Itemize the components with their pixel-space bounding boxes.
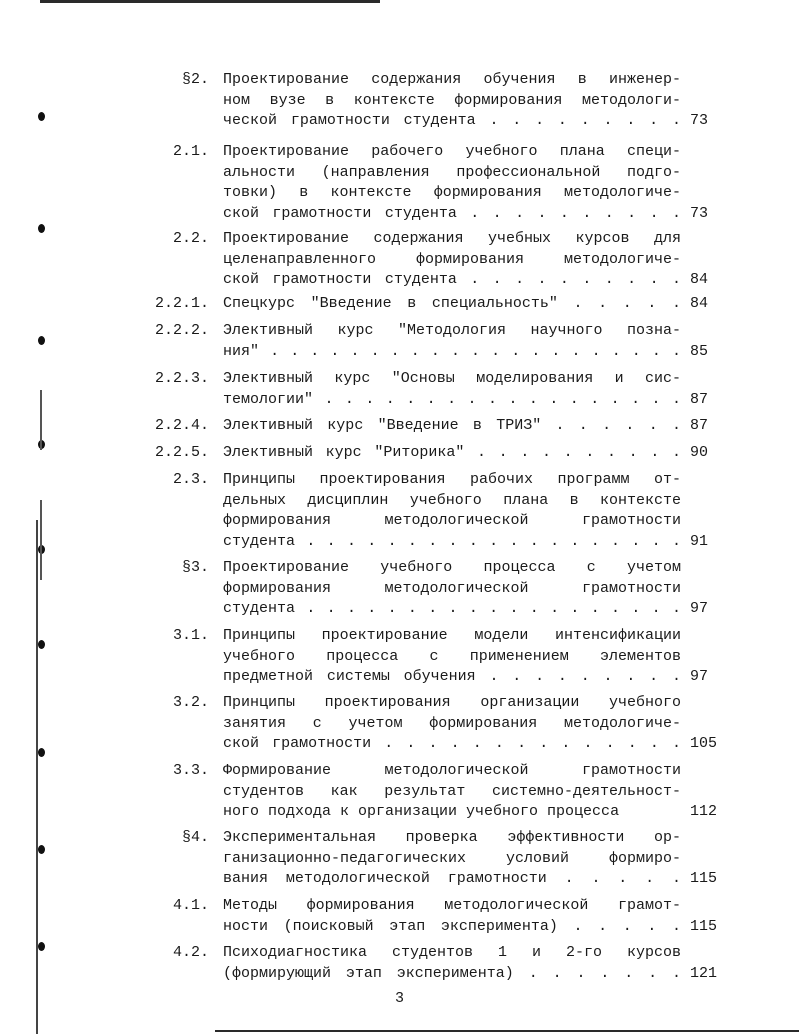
toc-entry-line: предметной системы обучения . . . . . . . . . (223, 668, 681, 685)
scan-artifact-top (40, 0, 380, 3)
toc-entry-title (223, 470, 681, 552)
toc-entry-title (223, 142, 681, 224)
toc-entry-number: 3.3. (172, 762, 209, 779)
toc-entry-page: 105 (690, 735, 718, 752)
toc-entry-number: 4.1. (172, 897, 209, 914)
toc-entry-line: Принципы проектирование модели интенсификации (223, 627, 681, 644)
toc-entry-page: 121 (690, 964, 718, 982)
toc-entry-line: Проектирование содержания обучения в инженер- (223, 71, 681, 88)
toc-entry-line: Экспериментальная проверка эффективности ор- (223, 829, 681, 846)
toc-entry-line: Принципы проектирования организации учебного (223, 694, 681, 711)
scan-smudge (40, 390, 42, 450)
toc-entry-page: 115 (690, 917, 718, 935)
toc-entry-line: Психодиагностика студентов 1 и 2-го курсов (223, 944, 681, 961)
toc-entry-line: студента . . . . . . . . . . . . . . . . . . . (223, 532, 681, 550)
toc-entry-title (223, 693, 681, 755)
toc-entry-line: формирования методологической грамотности (223, 512, 681, 529)
toc-entry-line: Спецкурс "Введение в специальность" . . . . . (223, 295, 681, 312)
toc-entry-line: ния" . . . . . . . . . . . . . . . . . . . . . (223, 342, 681, 360)
toc-entry-title (223, 558, 681, 620)
toc-entry-page: 84 (690, 271, 709, 288)
toc-entry-line: дельных дисциплин учебного плана в контексте (223, 491, 681, 509)
toc-entry-page: 84 (690, 295, 709, 312)
toc-entry-line: ческой грамотности студента . . . . . . . . . (223, 112, 681, 129)
toc-entry-line: ской грамотности студента . . . . . . . . . . (223, 204, 681, 222)
toc-entry-line: учебного процесса с применением элементов (223, 647, 681, 665)
page-number: 3 (394, 990, 404, 1007)
toc-entry-line: Методы формирования методологической грамот- (223, 897, 681, 914)
toc-entry-line: Принципы проектирования рабочих программ от- (223, 471, 681, 488)
toc-entry-number: 2.2.3. (154, 370, 209, 387)
toc-entry-page: 115 (690, 870, 718, 887)
binding-hole-mark (38, 640, 45, 649)
toc-entry-page: 97 (690, 600, 709, 617)
toc-entry-line: ской грамотности студента . . . . . . . . . . (223, 271, 681, 288)
toc-entry-line: ской грамотности . . . . . . . . . . . . . . (223, 735, 681, 752)
binding-hole-mark (38, 336, 45, 345)
toc-entry-line: (формирующий этап эксперимента) . . . . . . . (223, 964, 681, 982)
toc-entry-line: ного подхода к организации учебного процесса (223, 803, 620, 820)
toc-entry-title (223, 416, 681, 437)
toc-entry-number: 2.2.2. (154, 322, 209, 339)
toc-entry-page: 87 (690, 417, 709, 434)
binding-hole-mark (38, 748, 45, 757)
toc-entry-number: 2.2. (172, 230, 209, 247)
toc-entry-line: Проектирование учебного процесса с учетом (223, 559, 681, 576)
toc-entry-number: 3.1. (172, 627, 209, 644)
toc-entry-line: целенаправленного формирования методологиче- (223, 250, 681, 268)
toc-entry-line: Проектирование рабочего учебного плана специ- (223, 143, 681, 160)
toc-entry-page: 97 (690, 668, 709, 685)
toc-entry-line: ном вузе в контексте формирования методологи- (223, 91, 681, 109)
toc-entry-title (223, 896, 681, 937)
toc-entry-number: 2.2.5. (154, 444, 209, 461)
toc-entry-title (223, 761, 681, 823)
toc-entry-title (223, 626, 681, 688)
toc-entry-title (223, 369, 681, 410)
toc-entry-title (223, 443, 681, 464)
toc-entry-line: темологии" . . . . . . . . . . . . . . . . . . (223, 390, 681, 408)
toc-entry-page: 85 (690, 342, 709, 360)
toc-entry-page: 112 (690, 803, 718, 820)
toc-entry-line: Проектирование содержания учебных курсов для (223, 230, 681, 247)
binding-hole-mark (38, 942, 45, 951)
toc-entry-number: §4. (181, 829, 209, 846)
toc-entry-page: 87 (690, 390, 709, 408)
toc-entry-line: Элективный курс "Риторика" . . . . . . . . . . (223, 444, 681, 461)
toc-entry-line: Формирование методологической грамотности (223, 762, 681, 779)
binding-hole-mark (38, 845, 45, 854)
toc-entry-number: 3.2. (172, 694, 209, 711)
scan-smudge (40, 500, 42, 580)
toc-entry-line: студента . . . . . . . . . . . . . . . . . . . (223, 600, 681, 617)
toc-entry-line: занятия с учетом формирования методологиче- (223, 714, 681, 732)
toc-entry-line: ности (поисковый этап эксперимента) . . . . . (223, 917, 681, 935)
toc-entry-line: товки) в контексте формирования методологиче- (223, 184, 681, 201)
toc-entry-title (223, 321, 681, 362)
binding-hole-mark (38, 224, 45, 233)
toc-entry-number: 2.1. (172, 143, 209, 160)
toc-entry-number: 2.3. (172, 471, 209, 488)
scan-artifact-bottom (215, 1030, 799, 1032)
toc-entry-number: 4.2. (172, 944, 209, 961)
toc-entry-number: §3. (181, 559, 209, 576)
toc-entry-line: ганизационно-педагогических условий формиро- (223, 849, 681, 867)
scan-artifact-left-edge (36, 520, 38, 1034)
toc-entry-line: Элективный курс "Методология научного позна- (223, 322, 681, 339)
toc-entry-page: 91 (690, 532, 709, 550)
toc-entry-number: 2.2.4. (154, 417, 209, 434)
toc-entry-page: 73 (690, 112, 709, 129)
toc-entry-number: 2.2.1. (154, 295, 209, 312)
toc-entry-title (223, 70, 681, 132)
toc-entry-title (223, 828, 681, 890)
binding-hole-mark (38, 112, 45, 121)
toc-entry-page: 90 (690, 444, 709, 461)
toc-entry-line: Элективный курс "Введение в ТРИЗ" . . . . . . (223, 417, 681, 434)
toc-entry-line: Элективный курс "Основы моделирования и сис- (223, 370, 681, 387)
toc-entry-number: §2. (181, 71, 209, 88)
toc-entry-title (223, 943, 681, 984)
toc-entry-page: 73 (690, 204, 709, 222)
toc-entry-title (223, 229, 681, 291)
toc-entry-line: альности (направления профессиональной подго- (223, 163, 681, 181)
toc-entry-line: студентов как результат системно-деятельност- (223, 782, 681, 800)
toc-entry-line: вания методологической грамотности . . . . . (223, 870, 681, 887)
toc-entry-title (223, 294, 681, 315)
toc-entry-line: формирования методологической грамотности (223, 579, 681, 597)
